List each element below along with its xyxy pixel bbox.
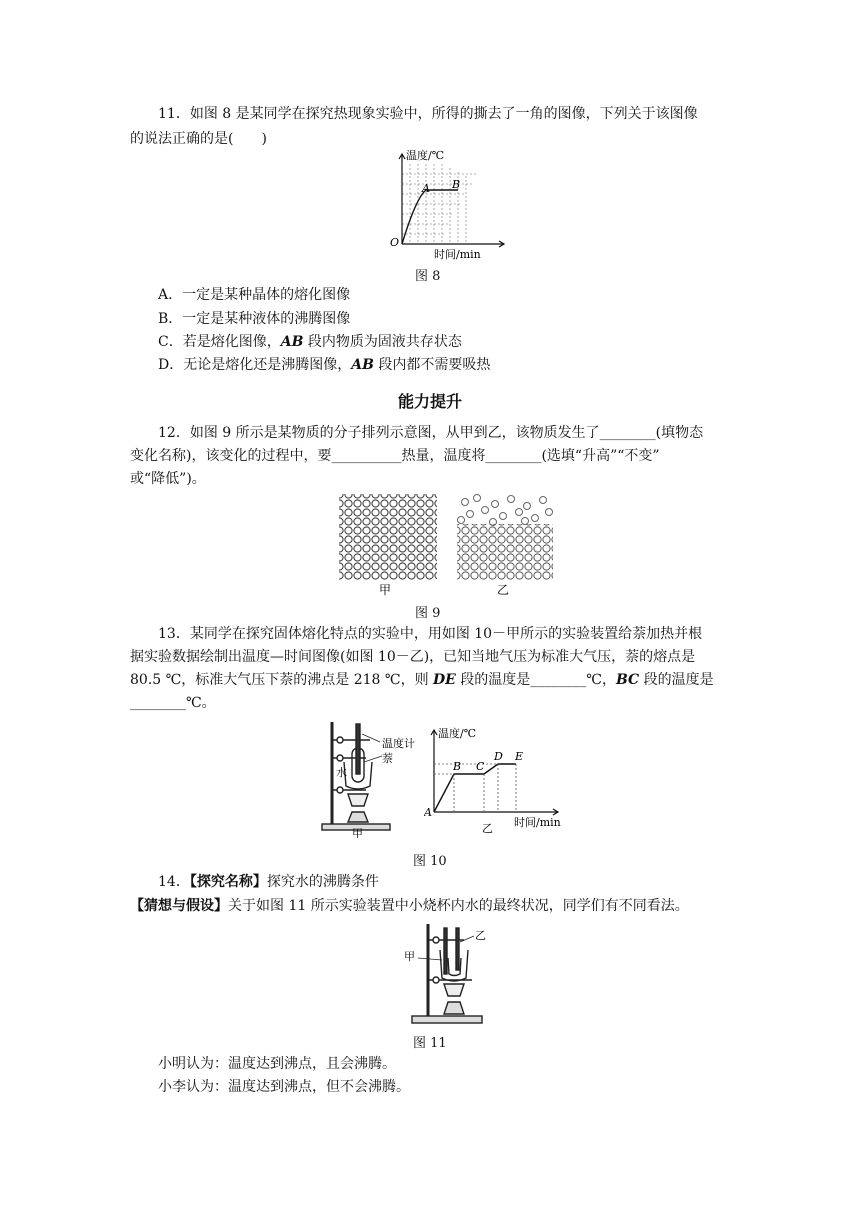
- q11-option-d: D．无论是熔化还是沸腾图像，AB 段内都不需要吸热: [158, 357, 491, 373]
- q11-option-a: A．一定是某种晶体的熔化图像: [158, 287, 351, 303]
- fig9-label-yi: 乙: [497, 583, 510, 597]
- q11-option-c: C．若是熔化图像，AB 段内物质为固液共存状态: [158, 334, 462, 350]
- fig10-thermometer-label: 温度计: [382, 737, 415, 750]
- fig10-point-b: B: [453, 760, 462, 773]
- fig8-x-label: 时间/min: [434, 248, 481, 261]
- fig9-label-jia: 甲: [379, 583, 392, 597]
- section-title: 能力提升: [397, 392, 462, 411]
- figure-8-caption: 图 8: [415, 269, 441, 284]
- fig10-label-jia: 甲: [352, 827, 363, 838]
- fig10-point-c: C: [476, 760, 485, 773]
- fig11-label-yi: 乙: [475, 929, 486, 942]
- fig10-x-label: 时间/min: [514, 816, 561, 829]
- q12-line-2: 变化名称)，该变化的过程中，要__________热量，温度将________(选填“升高”“不变”: [130, 448, 660, 464]
- q11-line-2: 的说法正确的是( ): [130, 131, 267, 147]
- fig8-point-a: A: [422, 182, 430, 195]
- q14-xiaoming: 小明认为：温度达到沸点，且会沸腾。: [158, 1056, 396, 1072]
- fig10-label-yi: 乙: [482, 822, 493, 834]
- figure-10-graph: [424, 722, 570, 834]
- fig10-point-e: E: [515, 750, 524, 763]
- figure-8-graph: [382, 146, 512, 262]
- q14-line-1: 14．【探究名称】探究水的沸腾条件: [158, 874, 379, 890]
- fig10-naphthalene-label: 萘: [382, 752, 393, 765]
- figure-10-caption: 图 10: [413, 854, 447, 869]
- q13-line-3: 80.5 ℃，标准大气压下萘的沸点是 218 ℃，则 DE 段的温度是________℃，BC 段的温度是: [130, 672, 714, 688]
- figure-9-caption: 图 9: [415, 606, 441, 621]
- fig8-point-b: B: [452, 178, 461, 191]
- q14-xiaoli: 小李认为：温度达到沸点，但不会沸腾。: [158, 1079, 410, 1095]
- q12-line-3: 或“降低”)。: [130, 471, 206, 487]
- q11-option-b: B．一定是某种液体的沸腾图像: [158, 311, 351, 327]
- q13-line-1: 13．某同学在探究固体熔化特点的实验中，用如图 10－甲所示的实验装置给萘加热并根: [158, 626, 703, 642]
- q13-line-2: 据实验数据绘制出温度—时间图像(如图 10－乙)，已知当地气压为标准大气压，萘的熔点是: [130, 649, 696, 665]
- fig10-water-label: 水: [336, 766, 347, 779]
- fig10-point-a: A: [424, 806, 432, 819]
- figure-10-apparatus: [318, 714, 420, 838]
- fig8-y-label: 温度/℃: [406, 149, 445, 162]
- q12-line-1: 12．如图 9 所示是某物质的分子排列示意图，从甲到乙，该物质发生了________(填物态: [158, 425, 704, 441]
- figure-11-apparatus: [398, 918, 498, 1030]
- fig10-point-d: D: [494, 750, 503, 763]
- fig11-label-jia: 甲: [404, 950, 415, 963]
- fig10-y-label: 温度/℃: [438, 727, 477, 740]
- q13-line-4: ________℃。: [130, 695, 216, 711]
- q11-line-1: 11．如图 8 是某同学在探究热现象实验中，所得的撕去了一角的图像，下列关于该图像: [158, 106, 698, 122]
- fig8-origin: O: [390, 236, 400, 249]
- figure-11-caption: 图 11: [413, 1036, 447, 1051]
- figure-9-molecules: [335, 490, 565, 600]
- q14-line-2: 【猜想与假设】关于如图 11 所示实验装置中小烧杯内水的最终状况，同学们有不同看法。: [130, 898, 689, 914]
